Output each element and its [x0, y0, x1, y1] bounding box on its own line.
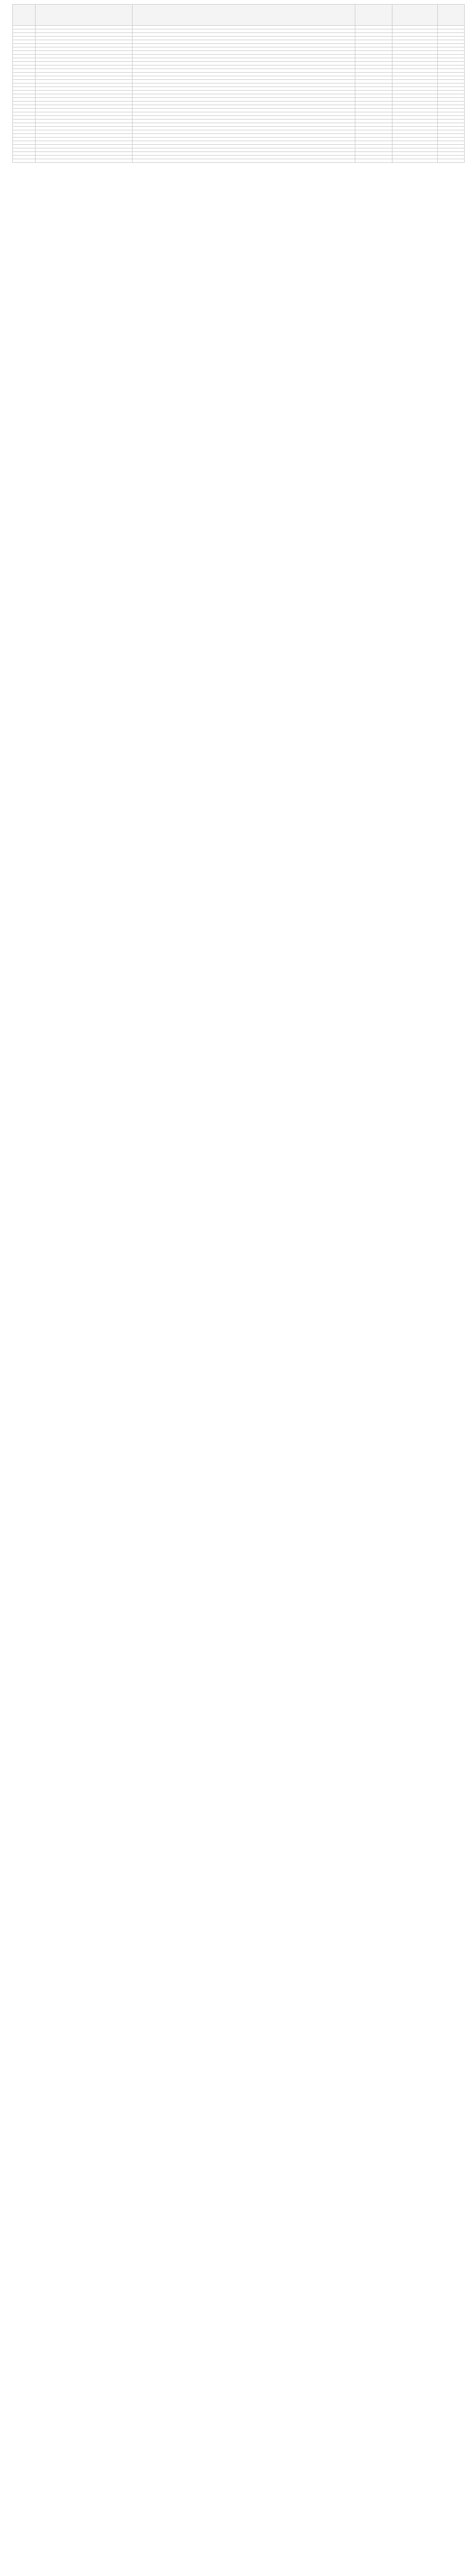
note-cell	[438, 101, 465, 105]
table-row	[13, 91, 465, 94]
table-row	[13, 101, 465, 105]
table-row	[13, 105, 465, 109]
table-row	[13, 94, 465, 98]
area-cell	[392, 51, 438, 55]
table-row	[13, 120, 465, 123]
district-cell	[355, 55, 392, 58]
area-cell	[392, 76, 438, 80]
area-cell	[392, 37, 438, 40]
table-row	[13, 76, 465, 80]
table-row	[13, 47, 465, 51]
row-number	[13, 145, 36, 148]
problem-list	[133, 134, 355, 138]
district-cell	[355, 65, 392, 69]
table-row	[13, 152, 465, 156]
area-cell	[392, 105, 438, 109]
problem-list	[133, 109, 355, 112]
area-cell	[392, 134, 438, 138]
unit-name	[36, 123, 133, 127]
unit-name	[36, 138, 133, 141]
problem-list	[133, 80, 355, 83]
unit-name	[36, 159, 133, 163]
area-cell	[392, 55, 438, 58]
problem-list	[133, 51, 355, 55]
unit-name	[36, 127, 133, 130]
table-row	[13, 116, 465, 120]
problem-list	[133, 73, 355, 76]
note-cell	[438, 134, 465, 138]
note-cell	[438, 73, 465, 76]
unit-name	[36, 51, 133, 55]
problem-list	[133, 123, 355, 127]
row-number	[13, 138, 36, 141]
district-cell	[355, 116, 392, 120]
row-number	[13, 127, 36, 130]
problem-list	[133, 156, 355, 159]
district-cell	[355, 134, 392, 138]
area-cell	[392, 73, 438, 76]
problem-list	[133, 141, 355, 145]
note-cell	[438, 98, 465, 101]
header-name	[36, 5, 133, 26]
district-cell	[355, 127, 392, 130]
row-number	[13, 101, 36, 105]
unit-name	[36, 55, 133, 58]
unit-name	[36, 101, 133, 105]
problem-list	[133, 37, 355, 40]
area-cell	[392, 40, 438, 44]
area-cell	[392, 141, 438, 145]
note-cell	[438, 120, 465, 123]
row-number	[13, 29, 36, 33]
table-row	[13, 145, 465, 148]
problem-list	[133, 40, 355, 44]
unit-name	[36, 141, 133, 145]
row-number	[13, 40, 36, 44]
note-cell	[438, 141, 465, 145]
district-cell	[355, 123, 392, 127]
unit-name	[36, 105, 133, 109]
note-cell	[438, 62, 465, 65]
problem-list	[133, 65, 355, 69]
note-cell	[438, 109, 465, 112]
district-cell	[355, 159, 392, 163]
table-row	[13, 58, 465, 62]
table-row	[13, 156, 465, 159]
unit-name	[36, 26, 133, 29]
note-cell	[438, 138, 465, 141]
unit-name	[36, 40, 133, 44]
problem-list	[133, 87, 355, 91]
district-cell	[355, 152, 392, 156]
problem-list	[133, 47, 355, 51]
district-cell	[355, 112, 392, 116]
area-cell	[392, 152, 438, 156]
row-number	[13, 112, 36, 116]
area-cell	[392, 44, 438, 47]
unit-name	[36, 148, 133, 152]
area-cell	[392, 112, 438, 116]
unit-name	[36, 44, 133, 47]
area-cell	[392, 159, 438, 163]
table-row	[13, 29, 465, 33]
problem-list	[133, 26, 355, 29]
note-cell	[438, 76, 465, 80]
note-cell	[438, 80, 465, 83]
note-cell	[438, 152, 465, 156]
area-cell	[392, 109, 438, 112]
district-cell	[355, 33, 392, 37]
table-row	[13, 37, 465, 40]
table-row	[13, 44, 465, 47]
problem-list	[133, 33, 355, 37]
row-number	[13, 80, 36, 83]
note-cell	[438, 156, 465, 159]
problem-list	[133, 62, 355, 65]
unit-name	[36, 112, 133, 116]
row-number	[13, 152, 36, 156]
row-number	[13, 148, 36, 152]
note-cell	[438, 148, 465, 152]
district-cell	[355, 62, 392, 65]
area-cell	[392, 94, 438, 98]
row-number	[13, 109, 36, 112]
note-cell	[438, 127, 465, 130]
row-number	[13, 44, 36, 47]
unit-name	[36, 83, 133, 87]
problem-list	[133, 94, 355, 98]
district-cell	[355, 91, 392, 94]
problem-table	[12, 4, 465, 163]
area-cell	[392, 116, 438, 120]
unit-name	[36, 98, 133, 101]
table-row	[13, 138, 465, 141]
note-cell	[438, 105, 465, 109]
unit-name	[36, 62, 133, 65]
row-number	[13, 87, 36, 91]
area-cell	[392, 123, 438, 127]
district-cell	[355, 26, 392, 29]
area-cell	[392, 83, 438, 87]
row-number	[13, 123, 36, 127]
district-cell	[355, 44, 392, 47]
district-cell	[355, 58, 392, 62]
district-cell	[355, 83, 392, 87]
district-cell	[355, 94, 392, 98]
unit-name	[36, 58, 133, 62]
table-row	[13, 141, 465, 145]
row-number	[13, 134, 36, 138]
unit-name	[36, 65, 133, 69]
district-cell	[355, 120, 392, 123]
note-cell	[438, 47, 465, 51]
problem-list	[133, 91, 355, 94]
note-cell	[438, 40, 465, 44]
unit-name	[36, 80, 133, 83]
unit-name	[36, 29, 133, 33]
unit-name	[36, 130, 133, 134]
row-number	[13, 33, 36, 37]
problem-list	[133, 29, 355, 33]
row-number	[13, 47, 36, 51]
district-cell	[355, 105, 392, 109]
area-cell	[392, 69, 438, 73]
note-cell	[438, 116, 465, 120]
note-cell	[438, 112, 465, 116]
note-cell	[438, 44, 465, 47]
note-cell	[438, 87, 465, 91]
district-cell	[355, 76, 392, 80]
row-number	[13, 105, 36, 109]
table-header-row	[13, 5, 465, 26]
district-cell	[355, 87, 392, 91]
district-cell	[355, 109, 392, 112]
area-cell	[392, 47, 438, 51]
problem-list	[133, 138, 355, 141]
note-cell	[438, 37, 465, 40]
district-cell	[355, 145, 392, 148]
area-cell	[392, 127, 438, 130]
area-cell	[392, 33, 438, 37]
row-number	[13, 55, 36, 58]
header-problem	[133, 5, 355, 26]
row-number	[13, 98, 36, 101]
district-cell	[355, 138, 392, 141]
row-number	[13, 37, 36, 40]
table-row	[13, 123, 465, 127]
unit-name	[36, 47, 133, 51]
table-row	[13, 148, 465, 152]
row-number	[13, 58, 36, 62]
note-cell	[438, 91, 465, 94]
table-row	[13, 98, 465, 101]
area-cell	[392, 156, 438, 159]
table-row	[13, 134, 465, 138]
unit-name	[36, 76, 133, 80]
note-cell	[438, 51, 465, 55]
row-number	[13, 159, 36, 163]
row-number	[13, 73, 36, 76]
header-district	[355, 5, 392, 26]
row-number	[13, 141, 36, 145]
row-number	[13, 76, 36, 80]
row-number	[13, 83, 36, 87]
table-row	[13, 65, 465, 69]
problem-list	[133, 145, 355, 148]
note-cell	[438, 33, 465, 37]
district-cell	[355, 73, 392, 76]
district-cell	[355, 69, 392, 73]
area-cell	[392, 29, 438, 33]
unit-name	[36, 116, 133, 120]
area-cell	[392, 87, 438, 91]
table-row	[13, 80, 465, 83]
problem-list	[133, 152, 355, 156]
unit-name	[36, 109, 133, 112]
district-cell	[355, 29, 392, 33]
problem-list	[133, 127, 355, 130]
table-row	[13, 83, 465, 87]
row-number	[13, 130, 36, 134]
district-cell	[355, 156, 392, 159]
area-cell	[392, 65, 438, 69]
problem-list	[133, 120, 355, 123]
district-cell	[355, 130, 392, 134]
unit-name	[36, 73, 133, 76]
table-row	[13, 33, 465, 37]
table-row	[13, 62, 465, 65]
district-cell	[355, 40, 392, 44]
note-cell	[438, 69, 465, 73]
table-row	[13, 55, 465, 58]
area-cell	[392, 62, 438, 65]
unit-name	[36, 33, 133, 37]
problem-list	[133, 101, 355, 105]
unit-name	[36, 134, 133, 138]
area-cell	[392, 58, 438, 62]
area-cell	[392, 130, 438, 134]
area-cell	[392, 101, 438, 105]
area-cell	[392, 120, 438, 123]
table-row	[13, 130, 465, 134]
table-row	[13, 40, 465, 44]
problem-list	[133, 76, 355, 80]
area-cell	[392, 145, 438, 148]
district-cell	[355, 98, 392, 101]
unit-name	[36, 69, 133, 73]
unit-name	[36, 94, 133, 98]
district-cell	[355, 80, 392, 83]
table-row	[13, 159, 465, 163]
area-cell	[392, 148, 438, 152]
note-cell	[438, 58, 465, 62]
row-number	[13, 65, 36, 69]
unit-name	[36, 120, 133, 123]
problem-list	[133, 105, 355, 109]
unit-name	[36, 87, 133, 91]
note-cell	[438, 130, 465, 134]
unit-name	[36, 145, 133, 148]
note-cell	[438, 123, 465, 127]
problem-list	[133, 148, 355, 152]
unit-name	[36, 37, 133, 40]
table-row	[13, 51, 465, 55]
row-number	[13, 26, 36, 29]
table-row	[13, 112, 465, 116]
unit-name	[36, 156, 133, 159]
district-cell	[355, 51, 392, 55]
table-row	[13, 69, 465, 73]
area-cell	[392, 26, 438, 29]
row-number	[13, 94, 36, 98]
note-cell	[438, 145, 465, 148]
problem-list	[133, 98, 355, 101]
row-number	[13, 156, 36, 159]
district-cell	[355, 37, 392, 40]
problem-list	[133, 116, 355, 120]
table-row	[13, 26, 465, 29]
note-cell	[438, 94, 465, 98]
problem-list	[133, 112, 355, 116]
row-number	[13, 51, 36, 55]
area-cell	[392, 138, 438, 141]
area-cell	[392, 91, 438, 94]
note-cell	[438, 159, 465, 163]
district-cell	[355, 148, 392, 152]
row-number	[13, 116, 36, 120]
district-cell	[355, 101, 392, 105]
problem-list	[133, 130, 355, 134]
table-row	[13, 87, 465, 91]
unit-name	[36, 91, 133, 94]
district-cell	[355, 141, 392, 145]
table-row	[13, 109, 465, 112]
district-cell	[355, 47, 392, 51]
header-note	[438, 5, 465, 26]
unit-name	[36, 152, 133, 156]
problem-list	[133, 58, 355, 62]
note-cell	[438, 26, 465, 29]
problem-list	[133, 44, 355, 47]
row-number	[13, 120, 36, 123]
row-number	[13, 62, 36, 65]
table-row	[13, 73, 465, 76]
row-number	[13, 91, 36, 94]
area-cell	[392, 80, 438, 83]
note-cell	[438, 83, 465, 87]
area-cell	[392, 98, 438, 101]
note-cell	[438, 65, 465, 69]
problem-list	[133, 159, 355, 163]
header-no	[13, 5, 36, 26]
row-number	[13, 69, 36, 73]
table-row	[13, 127, 465, 130]
note-cell	[438, 55, 465, 58]
problem-list	[133, 69, 355, 73]
problem-list	[133, 83, 355, 87]
note-cell	[438, 29, 465, 33]
problem-list	[133, 55, 355, 58]
header-area	[392, 5, 438, 26]
